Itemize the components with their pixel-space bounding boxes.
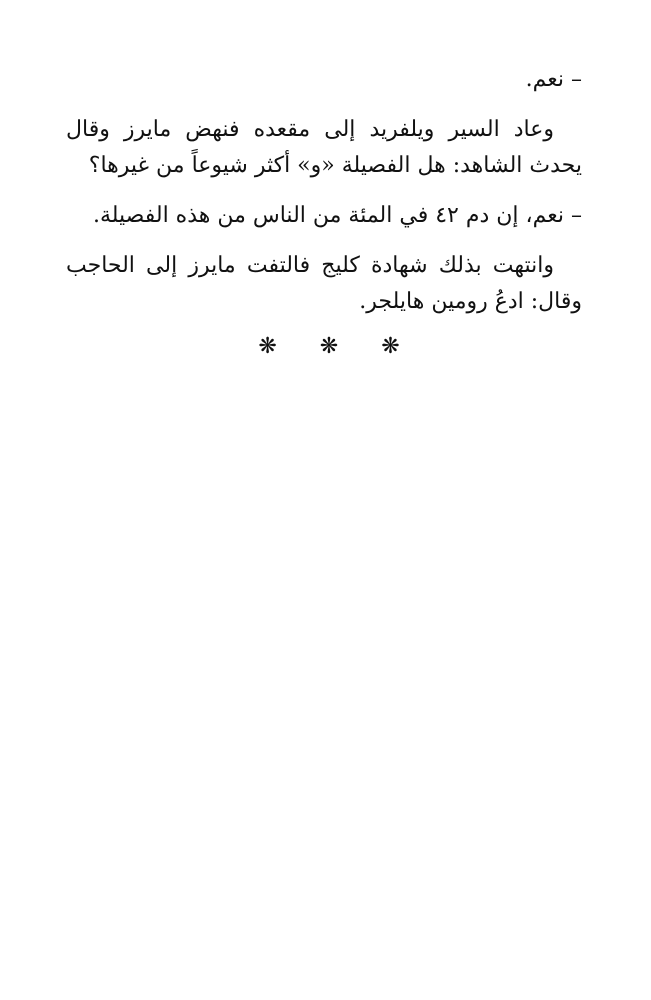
narrative-paragraph-2: وانتهت بذلك شهادة كليج فالتفت مايرز إلى الحاجب وقال: ادعُ رومين هايلجر. xyxy=(66,253,582,314)
dialogue-line-2: – نعم، إن دم ٤٢ في المئة من الناس من هذه الفصيلة. xyxy=(92,203,582,228)
section-separator: ❋ ❋ ❋ xyxy=(258,334,418,359)
page-body xyxy=(66,62,582,359)
dialogue-line-1: – نعم. xyxy=(525,67,582,92)
narrative-paragraph-1: وعاد السير ويلفريد إلى مقعده فنهض مايرز وقال يحدث الشاهد: هل الفصيلة «و» أكثر شيوعاً من غيرها؟ xyxy=(66,117,582,178)
